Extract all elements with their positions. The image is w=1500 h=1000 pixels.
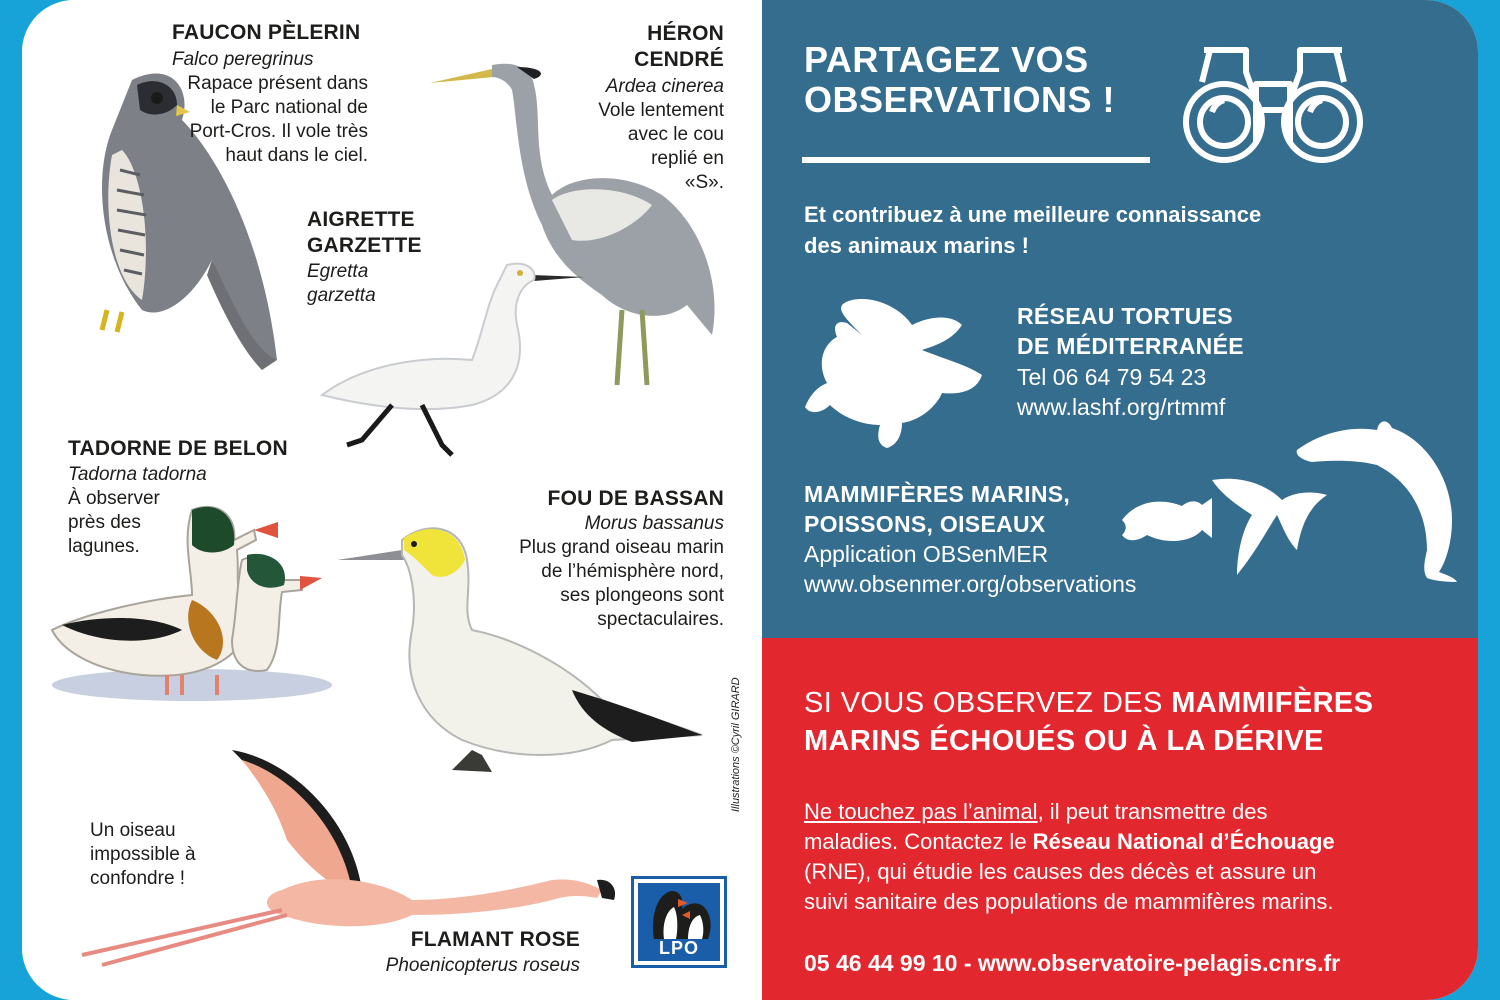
alert-body: Ne touchez pas l’animal, il peut transmettre des maladies. Contactez le Réseau National d’Échouage (RNE), qui étudie les causes des décès et assure un suivi sanitaire des populations de mammifères marins. bbox=[804, 799, 1335, 914]
binoculars-icon bbox=[1182, 42, 1364, 164]
tadorne-name: TADORNE DE BELON bbox=[68, 437, 288, 460]
tadorne-latin: Tadorna tadorna bbox=[68, 464, 207, 485]
marine-network-app: Application OBSenMER bbox=[804, 541, 1049, 567]
alert-contact[interactable]: 05 46 44 99 10 - www.observatoire-pelagis.cnrs.fr bbox=[804, 950, 1341, 976]
faucon-name: FAUCON PÈLERIN bbox=[172, 21, 361, 44]
aigrette-name: AIGRETTE GARZETTE bbox=[307, 208, 422, 257]
turtle-icon bbox=[802, 295, 987, 450]
puffin-logo-icon bbox=[644, 885, 720, 941]
faucon-latin: Falco peregrinus bbox=[172, 49, 314, 70]
turtle-network-url[interactable]: www.lashf.org/rtmmf bbox=[1017, 394, 1226, 420]
marine-network-title: MAMMIFÈRES MARINS, POISSONS, OISEAUX bbox=[804, 481, 1071, 537]
heron-name: HÉRON CENDRÉ bbox=[634, 22, 724, 71]
flamant-description: Un oiseau impossible à confondre ! bbox=[90, 820, 196, 889]
leaflet-card bbox=[22, 0, 1478, 1000]
lpo-logo[interactable] bbox=[631, 876, 727, 968]
alert-title: SI VOUS OBSERVEZ DES MAMMIFÈRES MARINS ÉCHOUÉS OU À LA DÉRIVE bbox=[804, 687, 1374, 757]
tadorne-description: À observer près des lagunes. bbox=[68, 488, 160, 557]
marine-network-url[interactable]: www.obsenmer.org/observations bbox=[804, 571, 1137, 597]
share-title: PARTAGEZ VOS OBSERVATIONS ! bbox=[804, 39, 1116, 120]
flamant-latin: Phoenicopterus roseus bbox=[385, 955, 580, 976]
fou-latin: Morus bassanus bbox=[584, 513, 724, 534]
lpo-logo-text: LPO bbox=[658, 938, 699, 958]
turtle-network-phone[interactable]: Tel 06 64 79 54 23 bbox=[1017, 364, 1207, 390]
flamant-name: FLAMANT ROSE bbox=[410, 928, 580, 951]
turtle-network-title: RÉSEAU TORTUES DE MÉDITERRANÉE bbox=[1017, 303, 1244, 359]
title-rule bbox=[802, 157, 1150, 163]
marine-network-info bbox=[804, 539, 1136, 599]
aigrette-latin: Egretta garzetta bbox=[307, 261, 376, 306]
birds-panel bbox=[22, 0, 762, 1000]
fou-name: FOU DE BASSAN bbox=[547, 487, 724, 510]
fou-description: Plus grand oiseau marin de l’hémisphère nord, ses plongeons sont spectaculaires. bbox=[519, 537, 724, 630]
illustration-credit: Illustrations ©Cyril GIRARD bbox=[730, 677, 742, 812]
do-not-touch-warning: Ne touchez pas l’animal bbox=[804, 799, 1038, 824]
turtle-network-info bbox=[1017, 362, 1225, 422]
dolphin-fish-bird-icon bbox=[1117, 420, 1462, 585]
heron-description: Vole lentement avec le cou replié en «S». bbox=[598, 100, 724, 193]
heron-latin: Ardea cinerea bbox=[605, 76, 724, 97]
share-subtitle: Et contribuez à une meilleure connaissance des animaux marins ! bbox=[804, 202, 1262, 258]
faucon-description: Rapace présent dans le Parc national de Port-Cros. Il vole très haut dans le ciel. bbox=[187, 73, 368, 166]
